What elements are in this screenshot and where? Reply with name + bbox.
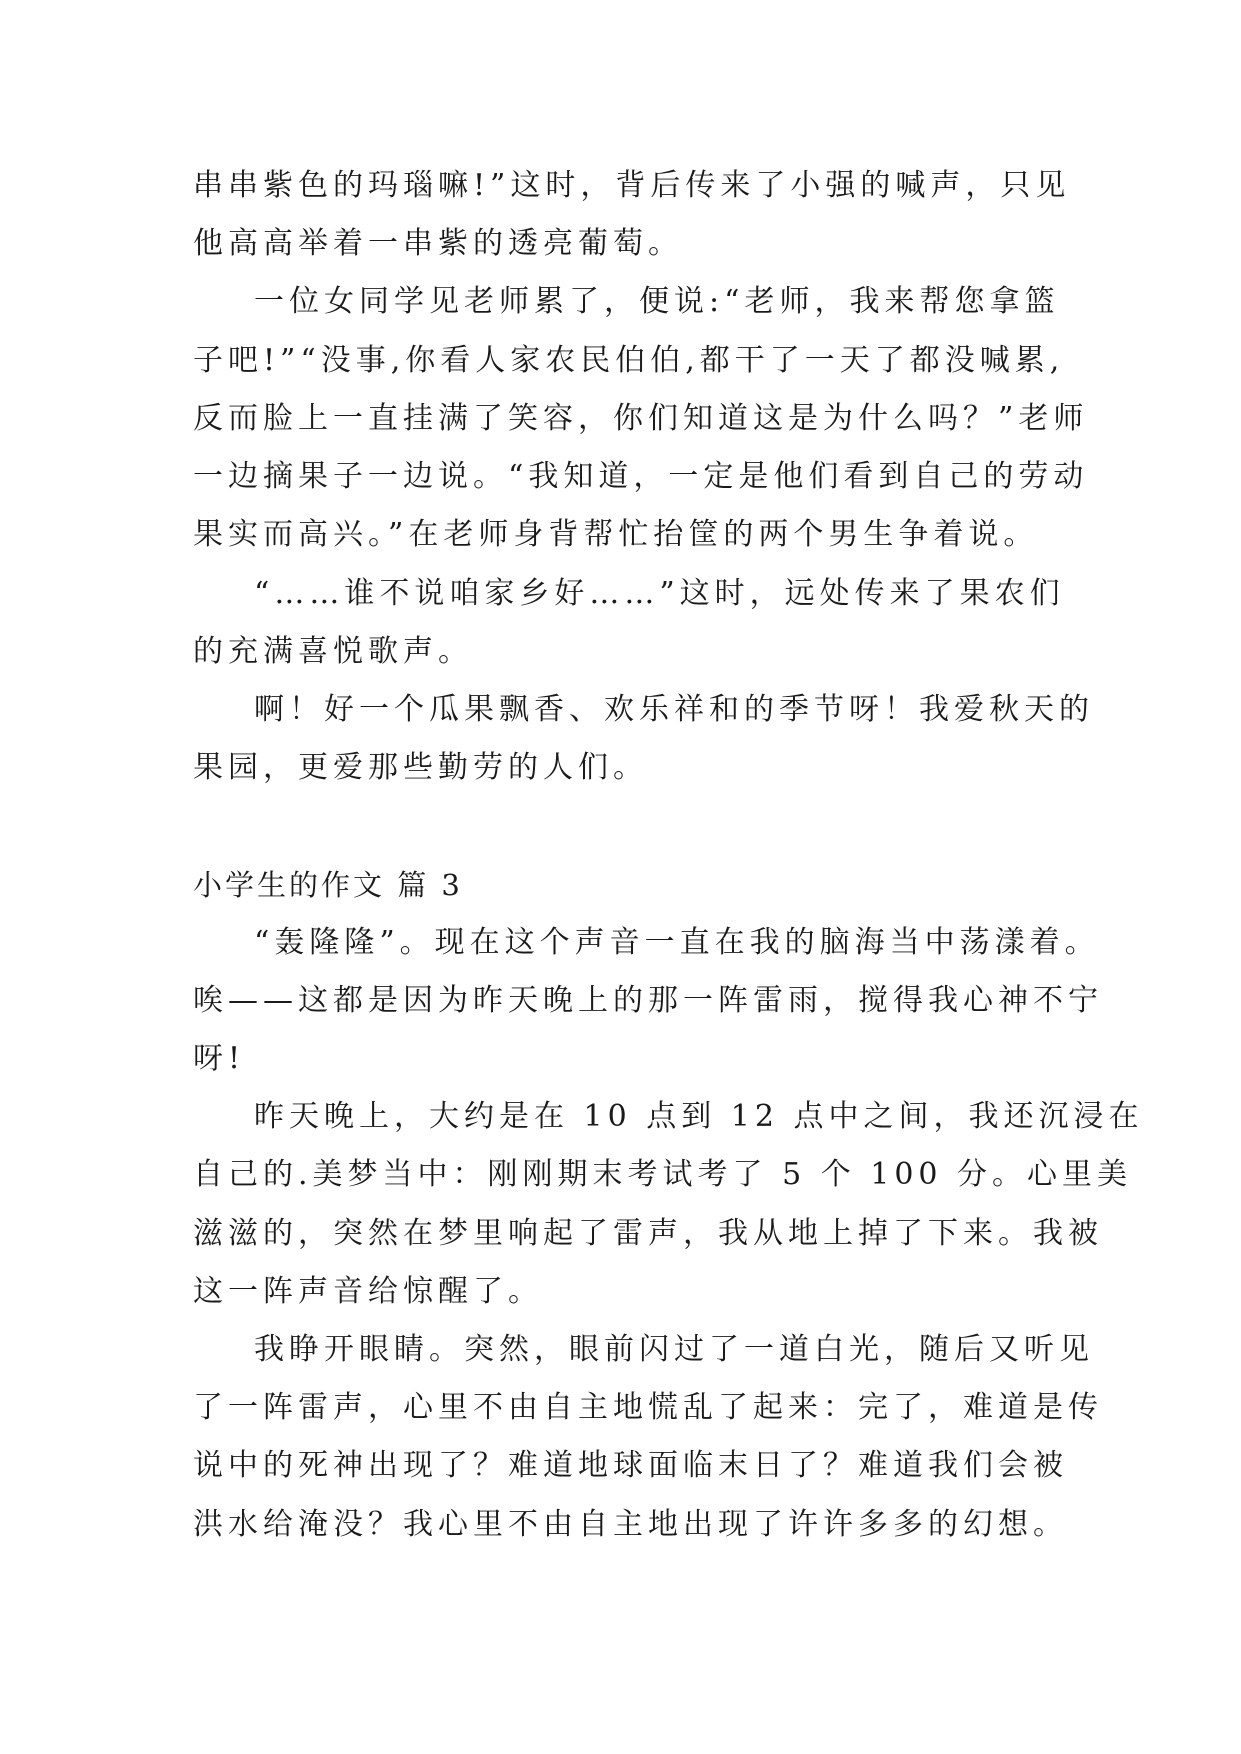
paragraph-line: 果园，更爱那些勤劳的人们。 xyxy=(193,750,648,785)
paragraph-line: 唉——这都是因为昨天晚上的那一阵雷雨，搅得我心神不宁 xyxy=(193,983,1103,1018)
paragraph-line: “……谁不说咱家乡好……”这时，远处传来了果农们 xyxy=(254,576,1065,611)
paragraph-line: 的充满喜悦歌声。 xyxy=(193,634,473,669)
paragraph-line: 说中的死神出现了？难道地球面临末日了？难道我们会被 xyxy=(193,1448,1068,1483)
paragraph-line: “轰隆隆”。现在这个声音一直在我的脑海当中荡漾着。 xyxy=(254,925,1100,960)
paragraph-line: 洪水给淹没？我心里不由自主地出现了许许多多的幻想。 xyxy=(193,1507,1068,1542)
paragraph-line: 了一阵雷声，心里不由自主地慌乱了起来：完了，难道是传 xyxy=(193,1390,1103,1425)
paragraph-line: 果实而高兴。”在老师身背帮忙抬筐的两个男生争着说。 xyxy=(193,517,1039,552)
paragraph-line: 我睁开眼睛。突然，眼前闪过了一道白光，随后又听见 xyxy=(254,1332,1094,1367)
paragraph-line: 昨天晚上，大约是在 10 点到 12 点中之间，我还沉浸在 xyxy=(254,1099,1144,1134)
section-heading: 小学生的作文 篇 3 xyxy=(193,868,463,902)
paragraph-line: 一边摘果子一边说。“我知道，一定是他们看到自己的劳动 xyxy=(193,459,1089,494)
paragraph-line: 子吧!”“没事,你看人家农民伯伯,都干了一天了都没喊累, xyxy=(193,343,1065,378)
paragraph-line: 这一阵声音给惊醒了。 xyxy=(193,1274,543,1309)
paragraph-line: 啊！好一个瓜果飘香、欢乐祥和的季节呀！我爱秋天的 xyxy=(254,692,1094,727)
paragraph-line: 他高高举着一串紫的透亮葡萄。 xyxy=(193,226,683,261)
paragraph-line: 反而脸上一直挂满了笑容，你们知道这是为什么吗？”老师 xyxy=(193,401,1089,436)
paragraph-line: 串串紫色的玛瑙嘛!”这时，背后传来了小强的喊声，只见 xyxy=(193,168,1071,203)
paragraph-line: 滋滋的，突然在梦里响起了雷声，我从地上掉了下来。我被 xyxy=(193,1216,1103,1251)
paragraph-line: 一位女同学见老师累了，便说:“老师，我来帮您拿篮 xyxy=(254,284,1060,319)
paragraph-line: 自己的.美梦当中：刚刚期末考试考了 5 个 100 分。心里美 xyxy=(193,1157,1133,1192)
paragraph-line: 呀! xyxy=(193,1041,246,1076)
